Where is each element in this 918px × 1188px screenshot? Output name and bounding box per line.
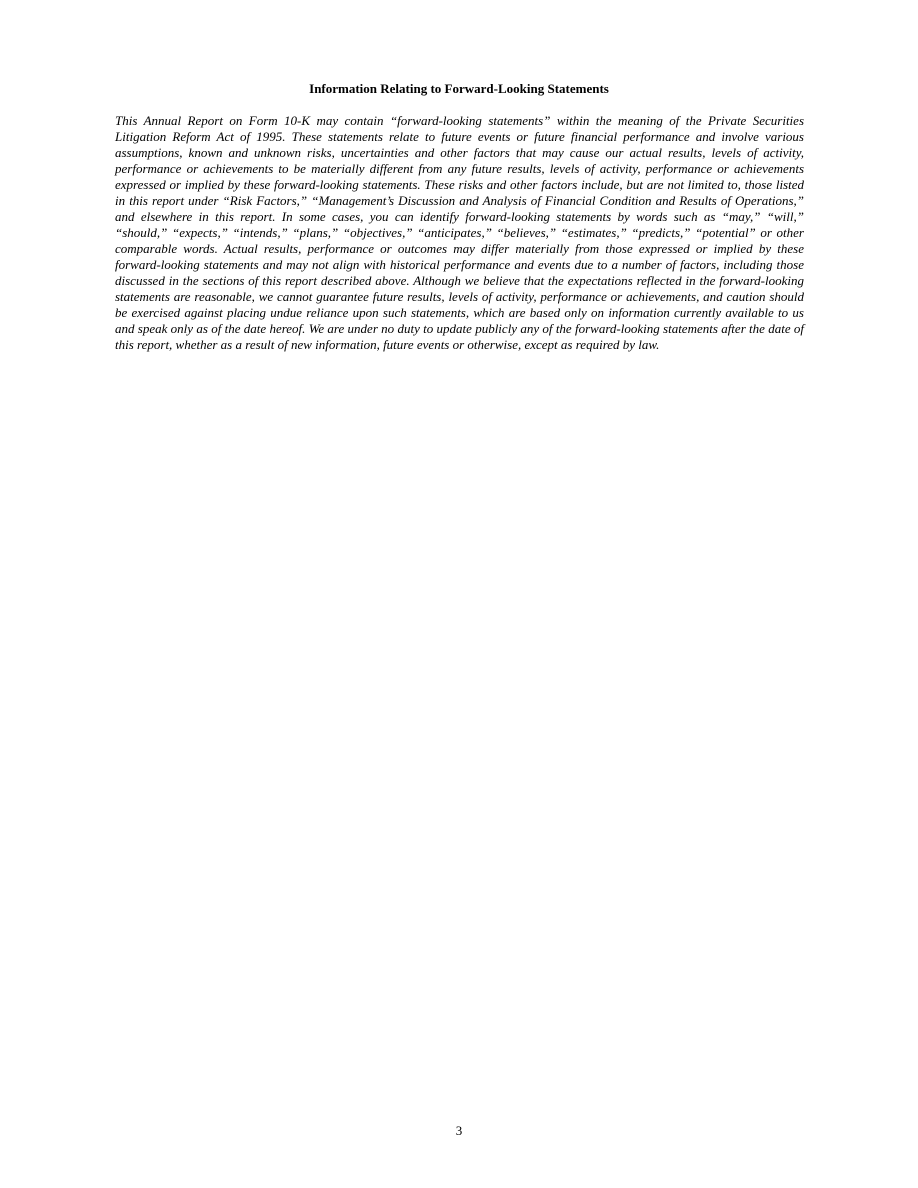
- page-number: 3: [455, 1123, 463, 1138]
- forward-looking-statements-paragraph: This Annual Report on Form 10-K may contain “forward-looking statements” within the meaning of the Private Securities Litigation Reform Act of 1995. These statements relate to future events or future financial performance and involve various assumptions, known and unknown risks, uncertainties and other factors that may cause our actual results, levels of activity, performance or achievements to be materially different from any future results, levels of activity, performance or achievements expressed or implied by these forward-looking statements. These risks and other factors include, but are not limited to, those listed in this report under “Risk Factors,” “Management’s Discussion and Analysis of Financial Condition and Results of Operations,” and elsewhere in this report. In some cases, you can identify forward-looking statements by words such as “may,” “will,” “should,” “expects,” “intends,” “plans,” “objectives,” “anticipates,” “believes,” “estimates,” “predicts,” “potential” or other comparable words. Actual results, performance or outcomes may differ materially from those expressed or implied by these forward-looking statements and may not align with historical performance and events due to a number of factors, including those discussed in the sections of this report described above. Although we believe that the expectations reflected in the forward-looking statements are reasonable, we cannot guarantee future results, levels of activity, performance or achievements, and caution should be exercised against placing undue reliance upon such statements, which are based only on information currently available to us and speak only as of the date hereof. We are under no duty to update publicly any of the forward-looking statements after the date of this report, whether as a result of new information, future events or otherwise, except as required by law.: [115, 113, 804, 352]
- section-heading: Information Relating to Forward-Looking Statements: [309, 81, 609, 96]
